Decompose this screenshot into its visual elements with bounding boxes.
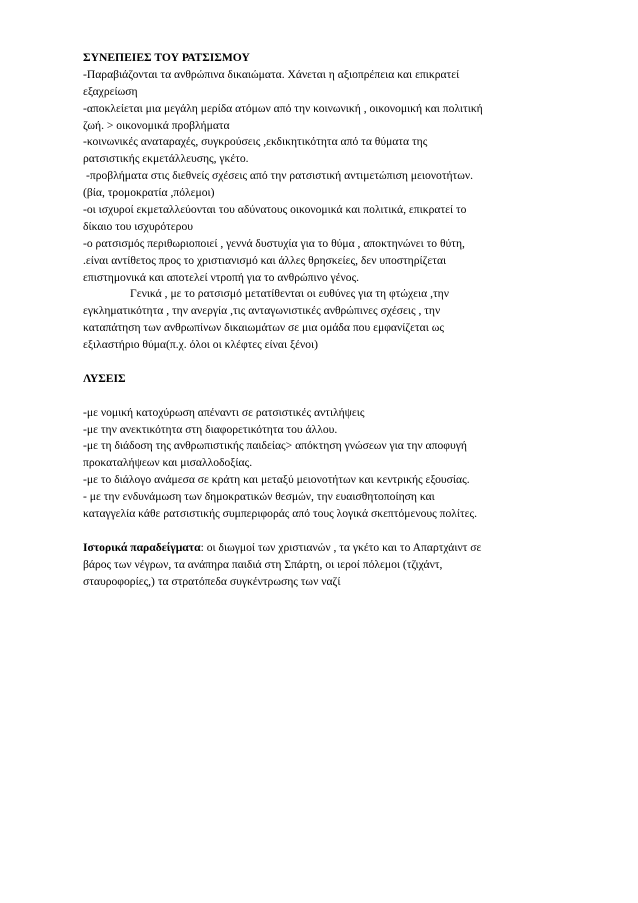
- text-line: εξαχρείωση: [83, 84, 138, 98]
- text-line: δίκαιο του ισχυρότερου: [83, 219, 193, 233]
- document-page: [83, 50, 563, 591]
- text-line: [83, 540, 563, 557]
- solutions-heading: ΛΥΣΕΙΣ: [83, 371, 126, 385]
- text-line: εξιλαστήριο θύμα(π.χ. όλοι οι κλέφτες είναι ξένοι): [83, 338, 319, 352]
- examples-label: Ιστορικά παραδείγματα: [83, 540, 201, 554]
- text-line: ζωή. > οικονομικά προβλήματα: [83, 118, 230, 132]
- text-line: -οι ισχυροί εκμεταλλεύονται του αδύνατους οικονομικά και πολιτικά, επικρατεί το: [83, 203, 467, 217]
- text-line: Γενικά , με το ρατσισμό μετατίθενται οι ευθύνες για τη φτώχεια ,την: [130, 287, 449, 301]
- text-line: -κοινωνικές αναταραχές, συγκρούσεις ,εκδικητικότητα από τα θύματα της: [83, 135, 428, 149]
- text-line: βάρος των νέγρων, τα ανάπηρα παιδιά στη Σπάρτη, οι ιεροί πόλεμοι (τζιχάντ,: [83, 557, 443, 571]
- text-line: προκαταλήψεων και μισαλλοδοξίας.: [83, 456, 253, 470]
- text-line: καταπάτηση των ανθρωπίνων δικαιωμάτων σε μια ομάδα που εμφανίζεται ως: [83, 321, 444, 335]
- solutions-section: [83, 405, 563, 523]
- text-line: - με την ενδυνάμωση των δημοκρατικών θεσμών, την ευαισθητοποίηση και: [83, 490, 435, 504]
- consequences-heading: ΣΥΝΕΠΕΙΕΣ ΤΟΥ ΡΑΤΣΙΣΜΟΥ: [83, 51, 250, 64]
- text-line: -με την ανεκτικότητα στη διαφορετικότητα του άλλου.: [83, 422, 338, 436]
- text-line: -με νομική κατοχύρωση απέναντι σε ρατσιστικές αντιλήψεις: [83, 405, 365, 419]
- text-line: -Παραβιάζονται τα ανθρώπινα δικαιώματα. Χάνεται η αξιοπρέπεια και επικρατεί: [83, 67, 460, 81]
- consequences-section: [83, 67, 563, 354]
- text-line: καταγγελία κάθε ρατσιστικής συμπεριφοράς από τους λογικά σκεπτόμενους πολίτες.: [83, 507, 478, 521]
- paragraph-spacer: [83, 354, 563, 371]
- text-line: σταυροφορίες,) τα στρατόπεδα συγκέντρωσης των ναζί: [83, 574, 341, 588]
- text-line: ρατσιστικής εκμετάλλευσης, γκέτο.: [83, 152, 249, 166]
- text-line: εγκληματικότητα , την ανεργία ,τις ανταγωνιστικές ανθρώπινες σχέσεις , την: [83, 304, 441, 318]
- text-line: -αποκλείεται μια μεγάλη μερίδα ατόμων από την κοινωνική , οικονομική και πολιτική: [83, 101, 483, 115]
- text-line: -προβλήματα στις διεθνείς σχέσεις από την ρατσιστική αντιμετώπιση μειονοτήτων.: [86, 169, 473, 183]
- text-line: .είναι αντίθετος προς το χριστιανισμό και άλλες θρησκείες, δεν υποστηρίζεται: [83, 253, 447, 267]
- text-line: (βία, τρομοκρατία ,πόλεμοι): [83, 186, 215, 200]
- paragraph-spacer: [83, 523, 563, 540]
- examples-section: [83, 540, 563, 591]
- text-line: -με το διάλογο ανάμεσα σε κράτη και μεταξύ μειονοτήτων και κεντρικής εξουσίας.: [83, 473, 470, 487]
- text-line: -ο ρατσισμός περιθωριοποιεί , γεννά δυστυχία για το θύμα , αποκτηνώνει το θύτη,: [83, 236, 465, 250]
- paragraph-spacer: [83, 388, 563, 405]
- text-line: επιστημονικά και αποτελεί ντροπή για το ανθρώπινο γένος.: [83, 270, 360, 284]
- examples-text: : οι διωγμοί των χριστιανών , τα γκέτο και το Απαρτχάιντ σε: [200, 540, 482, 554]
- text-line: -με τη διάδοση της ανθρωπιστικής παιδείας> απόκτηση γνώσεων για την αποφυγή: [83, 439, 467, 453]
